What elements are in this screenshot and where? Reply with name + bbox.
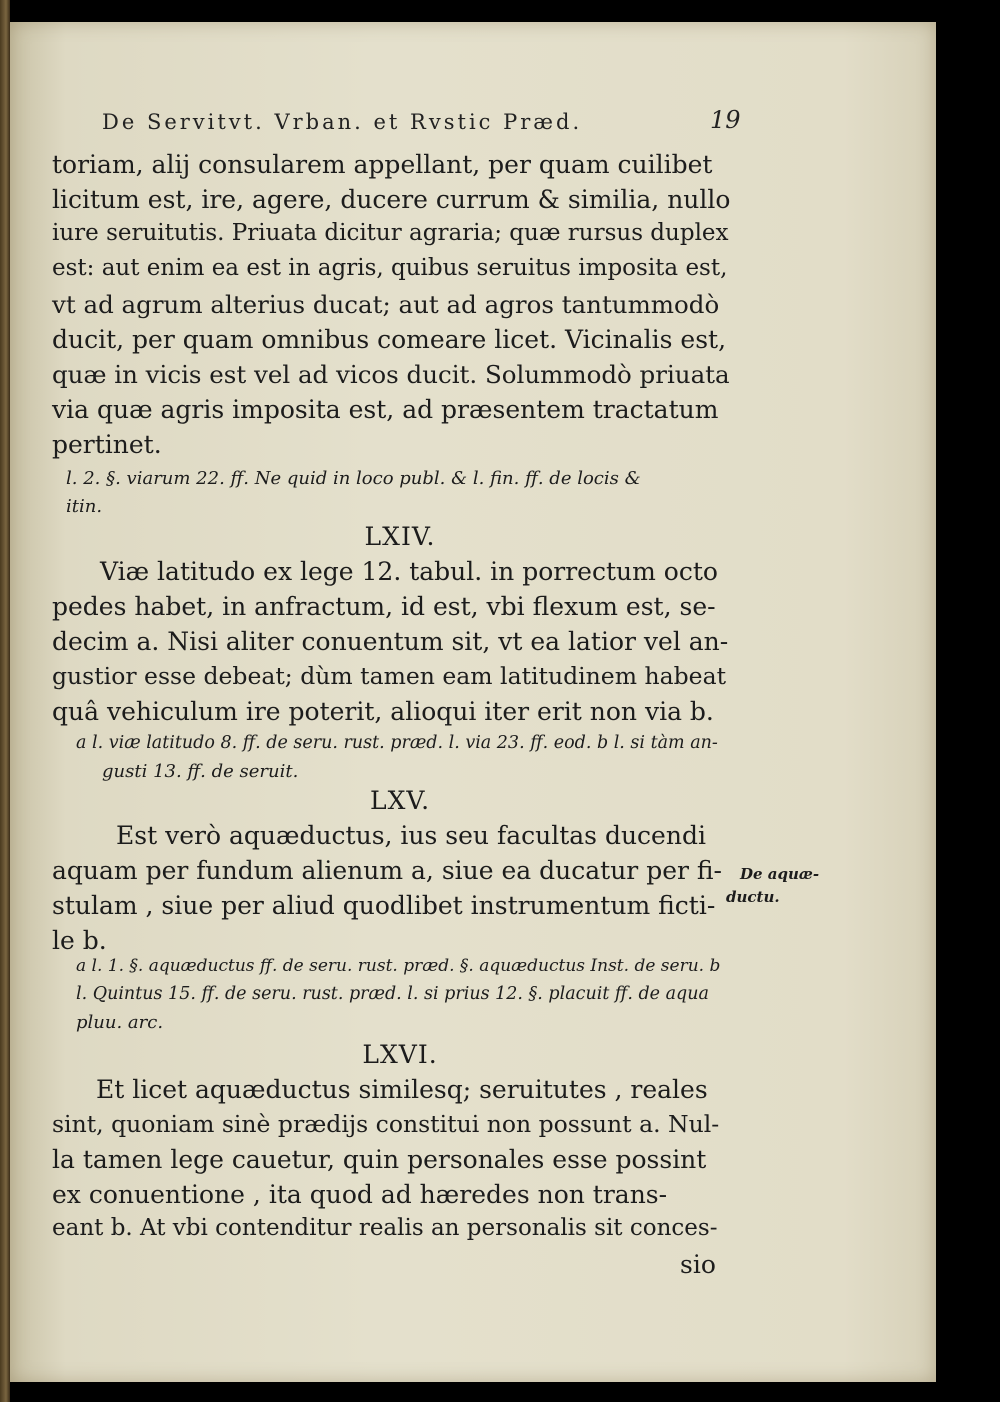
citation-note: l. Quintus 15. ff. de seru. rust. præd. l. si prius 12. §. placuit ff. de aqua [76, 984, 709, 1004]
text-line: stulam , siue per aliud quodlibet instrumentum ficti- [52, 891, 716, 920]
text-line: Est verò aquæductus, ius seu facultas ducendi [116, 821, 706, 850]
page-number: 19 [710, 106, 741, 134]
citation-note: itin. [66, 496, 103, 517]
catchword: sio [680, 1250, 716, 1279]
citation-note: gusti 13. ff. de seruit. [102, 761, 299, 782]
text-line: decim a. Nisi aliter conuentum sit, vt ea latior vel an- [52, 627, 729, 656]
text-line: toriam, alij consularem appellant, per quam cuilibet [52, 150, 713, 179]
citation-note: l. 2. §. viarum 22. ff. Ne quid in loco publ. & l. fin. ff. de locis & [66, 468, 641, 489]
text-line: gustior esse debeat; dùm tamen eam latitudinem habeat [52, 662, 727, 690]
section-heading: LXVI. [362, 1040, 438, 1069]
text-line: sint, quoniam sinè prædijs constitui non possunt a. Nul- [52, 1110, 720, 1138]
citation-note: pluu. arc. [76, 1012, 164, 1033]
text-line: Viæ latitudo ex lege 12. tabul. in porrectum octo [100, 557, 718, 586]
text-line: ex conuentione , ita quod ad hæredes non trans- [52, 1180, 668, 1209]
text-line: eant b. At vbi contenditur realis an personalis sit conces- [52, 1215, 718, 1241]
section-heading: LXIV. [364, 522, 436, 551]
section-heading: LXV. [369, 786, 431, 815]
text-line: pedes habet, in anfractum, id est, vbi flexum est, se- [52, 592, 716, 621]
text-line: quæ in vicis est vel ad vicos ducit. Solummodò priuata [52, 360, 730, 389]
text-line: quâ vehiculum ire poterit, alioqui iter erit non via b. [52, 697, 714, 726]
citation-note: a l. 1. §. aquæductus ff. de seru. rust. præd. §. aquæductus Inst. de seru. b [76, 956, 721, 976]
text-line: vt ad agrum alterius ducat; aut ad agros tantummodò [52, 290, 720, 319]
text-line: le b. [52, 926, 107, 955]
running-title: De Servitvt. Vrban. et Rvstic Præd. [102, 110, 583, 134]
text-line: aquam per fundum alienum a, siue ea ducatur per fi- [52, 856, 723, 885]
text-line: est: aut enim ea est in agris, quibus seruitus imposita est, [52, 255, 728, 281]
margin-note: ductu. [726, 888, 780, 906]
text-line: ducit, per quam omnibus comeare licet. Vicinalis est, [52, 325, 727, 354]
citation-note: a l. viæ latitudo 8. ff. de seru. rust. præd. l. via 23. ff. eod. b l. si tàm an- [76, 733, 718, 753]
margin-note: De aquæ- [740, 865, 820, 883]
text-line: licitum est, ire, agere, ducere currum & similia, nullo [52, 185, 731, 214]
text-line: pertinet. [52, 430, 162, 459]
text-line: Et licet aquæductus similesq; seruitutes , reales [96, 1075, 708, 1104]
book-page [10, 22, 936, 1382]
text-line: via quæ agris imposita est, ad præsentem tractatum [52, 395, 719, 424]
book-spine-edge [0, 0, 10, 1402]
text-line: iure seruitutis. Priuata dicitur agraria; quæ rursus duplex [52, 220, 729, 246]
text-line: la tamen lege cauetur, quin personales esse possint [52, 1145, 707, 1174]
